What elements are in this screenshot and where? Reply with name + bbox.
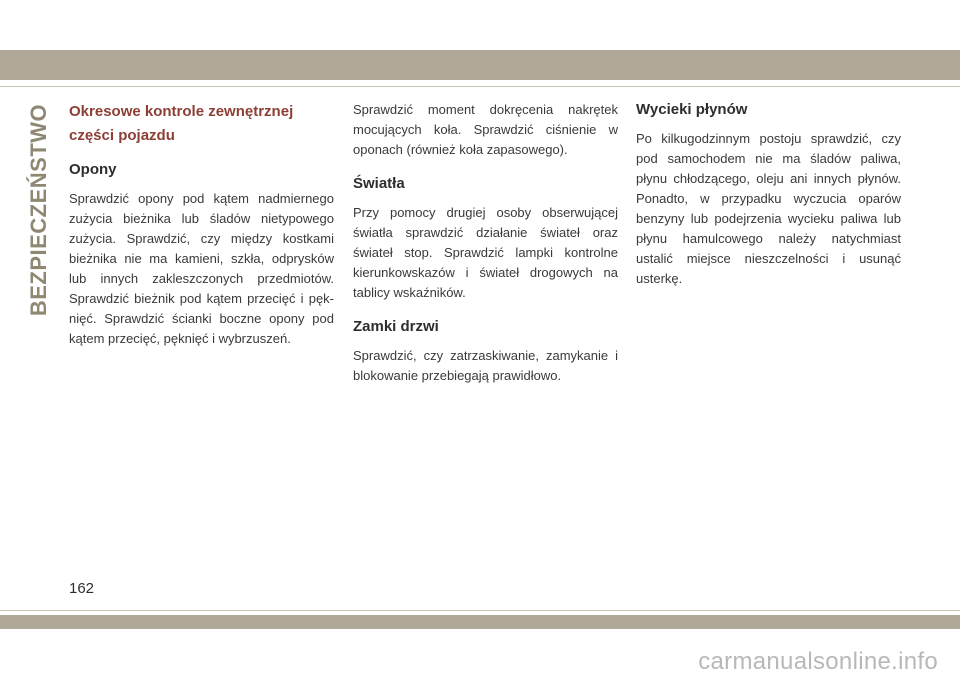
header-divider	[0, 86, 960, 87]
heading-tyres: Opony	[69, 161, 117, 178]
paragraph-lights: Przy pomocy drugiej osoby obserwującej światła sprawdzić działanie świateł oraz świateł stop. Sprawdzić lampki kontrolne kierunkowskazów i świateł drogowych na tablicy wskaźników.	[353, 205, 618, 300]
paragraph-wheel-nuts: Sprawdzić moment dokręcenia nakrętek mocujących koła. Sprawdzić ciśnienie w oponach (również koła zapasowego).	[353, 102, 618, 157]
footer-bar	[0, 615, 960, 629]
heading-fluid-leaks: Wycieki płynów	[636, 101, 748, 118]
heading-lights: Światła	[353, 175, 405, 192]
paragraph-tyres: Sprawdzić opony pod kątem nadmiernego zużycia bieżnika lub śladów nietypowego zużycia. Sprawdzić, czy między kostkami bieżnika nie ma kamieni, szkła, odprysków lub innych zakleszczonych przedmiotów. Sprawdzić bieżnik pod kątem przecięć i pęk-nięć. Sprawdzić ścianki boczne opony pod kątem przecięć, pęknięć i wybrzuszeń.	[69, 191, 334, 346]
column-1	[69, 100, 334, 363]
paragraph-fluid-leaks: Po kilkugodzinnym postoju sprawdzić, czy pod samochodem nie ma śladów paliwa, płynu chłodzącego, oleju ani innych płynów. Ponadto, w przypadku wyczucia oparów benzyny lub podejrzenia wycieku paliwa lub płynu hamulcowego należy natychmiast ustalić miejsce nieszczelności i usunąć usterkę.	[636, 131, 901, 286]
page-number: 162	[69, 580, 95, 597]
section-title: Okresowe kontrole zewnętrznej części pojazdu	[69, 103, 294, 144]
side-tab-label: BEZPIECZEŃSTWO	[26, 103, 51, 317]
heading-door-locks: Zamki drzwi	[353, 318, 439, 335]
header-bar	[0, 50, 960, 80]
footer-divider	[0, 610, 960, 611]
column-3	[636, 100, 901, 303]
paragraph-door-locks: Sprawdzić, czy zatrzaskiwanie, zamykanie i blokowanie przebiegają prawidłowo.	[353, 348, 618, 383]
column-2	[353, 100, 618, 400]
watermark: carmanualsonline.info	[698, 648, 938, 675]
section-side-tab	[25, 100, 53, 320]
